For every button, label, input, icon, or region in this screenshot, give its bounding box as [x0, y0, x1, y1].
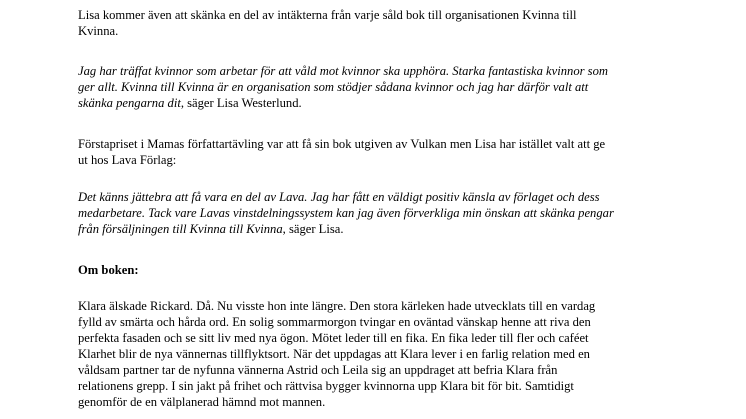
paragraph-donation: Lisa kommer även att skänka en del av intäkterna från varje såld bok till organisationen Kvinna till Kvinna. — [78, 8, 577, 38]
paragraph-quote-lava — [78, 189, 614, 237]
quote-text: Jag har träffat kvinnor som arbetar för att våld mot kvinnor ska upphöra. Starka fantastiska kvinnor som ger allt. Kvinna till Kvinna är en organisation som stödjer sådana kvinnor och jag har därför valt att skänka pengarna dit — [78, 64, 608, 110]
paragraph-book-summary: Klara älskade Rickard. Då. Nu visste hon inte längre. Den stora kärleken hade utvecklats till en vardag fylld av smärta och hårda ord. En solig sommarmorgon tvingar en oväntad vänskap henne att riva den perfekta fasaden och se sitt liv med nya ögon. Mötet leder till en fika. En fika leder till fler och caféet Klarhet blir de nya vännernas tillflyktsort. När det uppdagas att Klara lever i en farlig relation med en våldsam partner tar de nyfunna vännerna Astrid och Leila sig an uppdraget att befria Klara från relationens grepp. I sin jakt på frihet och rättvisa bygger kvinnorna upp Klara bit för bit. Samtidigt genomför de en välplanerad hämnd mot mannen. — [78, 299, 596, 409]
quote-text: Det känns jättebra att få vara en del av Lava. Jag har fått en väldigt positiv känsla av förlaget och dess medarbetare. Tack vare Lavas vinstdelningssystem kan jag även förverkliga min önskan att skänka pengar från försäljningen till Kvinna till Kvinna — [78, 190, 614, 236]
section-heading: Om boken: — [78, 263, 139, 277]
quote-attribution: , säger Lisa. — [282, 222, 344, 236]
quote-attribution: , säger Lisa Westerlund. — [180, 96, 302, 110]
paragraph-quote-westerlund — [78, 63, 608, 111]
paragraph-first-prize: Förstapriset i Mamas författartävling var att få sin bok utgiven av Vulkan men Lisa har istället valt att ge ut hos Lava Förlag: — [78, 137, 606, 167]
